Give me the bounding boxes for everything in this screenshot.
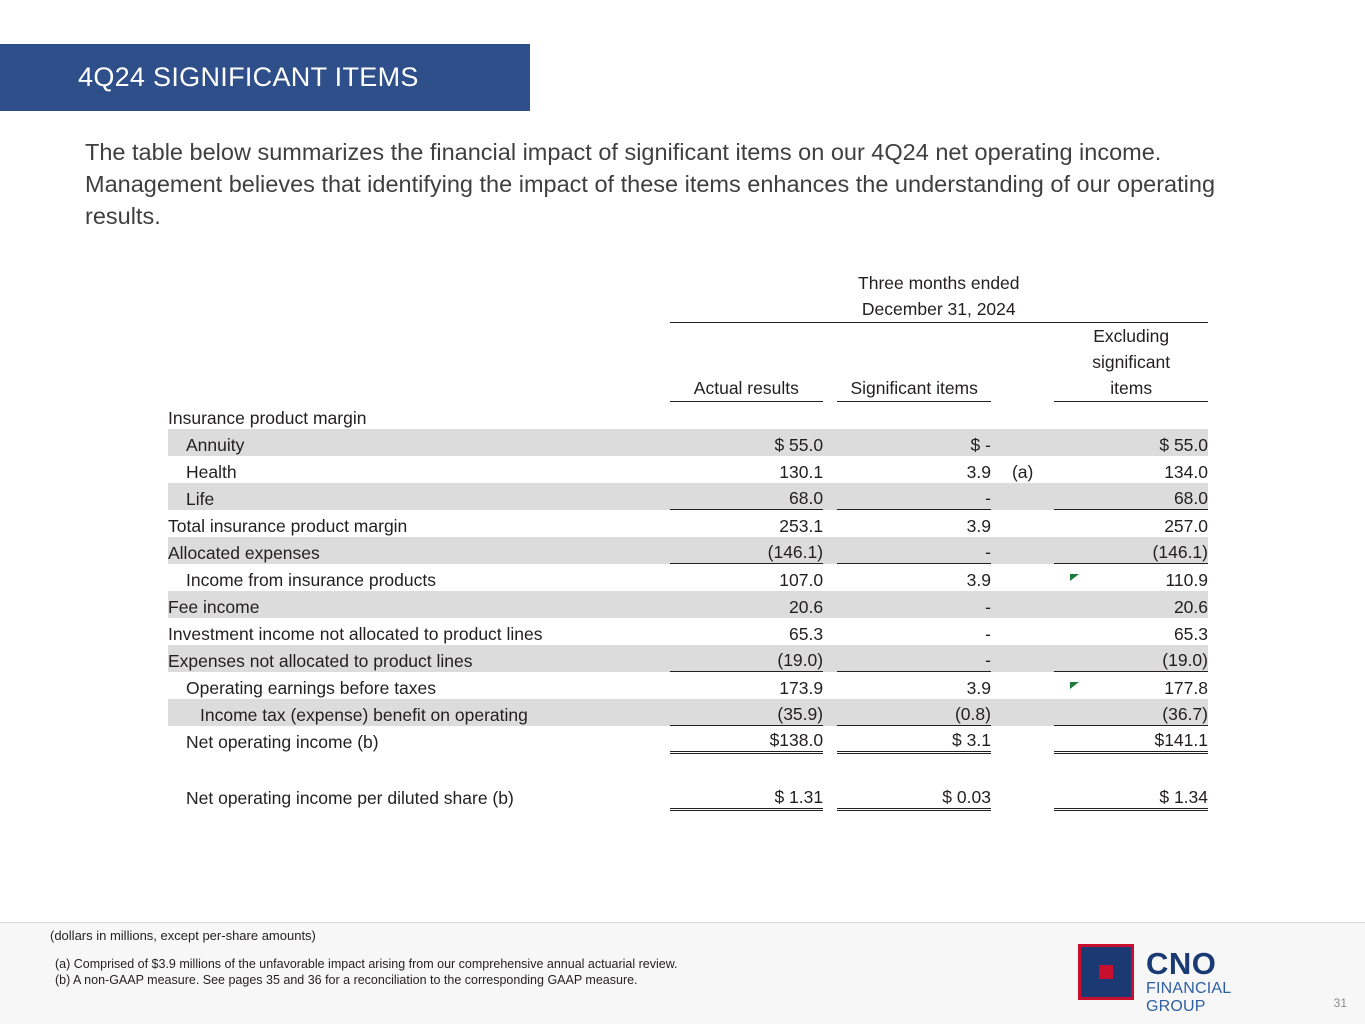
row-excluding: 177.8 xyxy=(1164,677,1208,698)
col-excluding-line1: Excluding xyxy=(1093,326,1170,346)
page-number: 31 xyxy=(1333,996,1347,1010)
table-row xyxy=(168,591,1208,618)
row-actual: $ 55.0 xyxy=(670,429,824,456)
row-footnote: (a) xyxy=(1011,461,1034,482)
row-significant: - xyxy=(837,483,991,510)
subtotal-marker-icon xyxy=(1070,574,1079,581)
row-footnote xyxy=(991,510,1054,537)
row-excluding: 257.0 xyxy=(1164,515,1208,536)
row-footnote xyxy=(991,645,1054,672)
table-row xyxy=(168,699,1208,726)
table-spacer-row xyxy=(168,753,1208,783)
row-footnote xyxy=(991,672,1054,699)
row-significant: $ 3.1 xyxy=(837,726,991,753)
col-significant-items: Significant items xyxy=(837,375,991,402)
row-label: Fee income xyxy=(168,591,670,618)
row-label: Allocated expenses xyxy=(168,537,670,564)
row-significant: $ 0.03 xyxy=(837,782,991,809)
row-label: Net operating income per diluted share (b) xyxy=(186,788,514,808)
period-line-2: December 31, 2024 xyxy=(670,296,1208,323)
row-footnote xyxy=(991,591,1054,618)
row-footnote xyxy=(991,537,1054,564)
row-significant: 3.9 xyxy=(966,515,991,536)
footnote-b: (b) A non-GAAP measure. See pages 35 and 36 for a reconciliation to the corresponding GAAP measure. xyxy=(55,973,638,987)
period-line-1: Three months ended xyxy=(858,273,1020,293)
row-label: Income tax (expense) benefit on operating xyxy=(168,699,670,726)
row-significant: - xyxy=(837,591,991,618)
row-excluding xyxy=(1054,402,1208,429)
row-footnote xyxy=(991,618,1054,645)
row-significant: $ - xyxy=(837,429,991,456)
row-excluding: (19.0) xyxy=(1054,645,1208,672)
col-excluding-line2: significant xyxy=(1092,352,1171,372)
row-excluding: 68.0 xyxy=(1054,483,1208,510)
units-note: (dollars in millions, except per-share amounts) xyxy=(50,928,316,943)
row-significant: - xyxy=(985,623,991,644)
table-header-excluding-2 xyxy=(168,349,1208,375)
row-significant: 3.9 xyxy=(966,461,991,482)
row-excluding: 110.9 xyxy=(1165,569,1208,590)
row-label: Income from insurance products xyxy=(186,569,436,590)
row-actual: 107.0 xyxy=(779,569,824,590)
row-actual: (35.9) xyxy=(670,699,824,726)
row-actual xyxy=(670,402,824,429)
row-footnote xyxy=(991,699,1054,726)
row-excluding: 65.3 xyxy=(1173,623,1208,644)
cno-logo-mark-icon xyxy=(1078,944,1134,1000)
row-label: Investment income not allocated to product lines xyxy=(168,623,543,644)
cno-logo-name: CNO xyxy=(1146,946,1217,981)
table-row xyxy=(168,456,1208,483)
row-excluding: $ 1.34 xyxy=(1054,782,1208,809)
row-actual: 130.1 xyxy=(779,461,824,482)
table-row xyxy=(168,726,1208,753)
table-row xyxy=(168,645,1208,672)
row-actual: 65.3 xyxy=(789,623,824,644)
row-significant: - xyxy=(837,537,991,564)
row-label: Expenses not allocated to product lines xyxy=(168,645,670,672)
footnote-a: (a) Comprised of $3.9 millions of the unfavorable impact arising from our comprehensive annual actuarial review. xyxy=(55,957,678,971)
row-excluding: (36.7) xyxy=(1054,699,1208,726)
row-significant: 3.9 xyxy=(966,677,991,698)
table-row xyxy=(168,510,1208,537)
row-footnote xyxy=(991,726,1054,753)
table-row xyxy=(168,782,1208,809)
col-actual-results: Actual results xyxy=(670,375,824,402)
row-significant xyxy=(837,402,991,429)
slide-title-container xyxy=(62,44,530,111)
col-excluding-line3: items xyxy=(1054,375,1208,402)
table-row xyxy=(168,672,1208,699)
cno-logo-tagline: FINANCIAL GROUP xyxy=(1146,980,1231,1015)
row-excluding: $141.1 xyxy=(1054,726,1208,753)
row-actual: 173.9 xyxy=(779,677,824,698)
intro-paragraph: The table below summarizes the financial impact of significant items on our 4Q24 net operating income. Management believes that identifying the impact of these items enhances the understanding of our operating results. xyxy=(85,139,1216,229)
table-header-columns xyxy=(168,375,1208,402)
row-label: Annuity xyxy=(168,429,670,456)
row-actual: 68.0 xyxy=(670,483,824,510)
page-title: 4Q24 SIGNIFICANT ITEMS xyxy=(78,62,419,92)
row-label: Insurance product margin xyxy=(168,407,367,428)
row-actual: 20.6 xyxy=(670,591,824,618)
table-header-period xyxy=(168,270,1208,296)
row-label: Health xyxy=(186,461,237,482)
row-footnote xyxy=(991,782,1054,809)
row-significant: 3.9 xyxy=(966,569,991,590)
row-excluding: 134.0 xyxy=(1164,461,1208,482)
table-row xyxy=(168,618,1208,645)
row-label: Net operating income (b) xyxy=(186,731,379,752)
table-row xyxy=(168,402,1208,429)
row-footnote xyxy=(991,483,1054,510)
row-excluding: 20.6 xyxy=(1054,591,1208,618)
row-significant: (0.8) xyxy=(837,699,991,726)
row-label: Life xyxy=(168,483,670,510)
subtotal-marker-icon xyxy=(1070,682,1079,689)
table-header-excluding-1 xyxy=(168,323,1208,350)
row-footnote xyxy=(991,402,1054,429)
row-label: Operating earnings before taxes xyxy=(186,677,437,698)
row-excluding: $ 55.0 xyxy=(1054,429,1208,456)
row-actual: 253.1 xyxy=(779,515,824,536)
row-excluding: (146.1) xyxy=(1054,537,1208,564)
row-actual: $138.0 xyxy=(670,726,824,753)
cno-logo xyxy=(1078,944,1288,1015)
row-footnote xyxy=(991,564,1054,591)
table-row xyxy=(168,483,1208,510)
significant-items-table xyxy=(168,270,1208,811)
row-footnote xyxy=(991,429,1054,456)
row-actual: $ 1.31 xyxy=(670,782,824,809)
table-row xyxy=(168,537,1208,564)
row-actual: (146.1) xyxy=(670,537,824,564)
table-row xyxy=(168,429,1208,456)
row-label: Total insurance product margin xyxy=(168,515,408,536)
table-row xyxy=(168,564,1208,591)
row-significant: - xyxy=(837,645,991,672)
table-header-period-2 xyxy=(168,296,1208,323)
cno-logo-square-icon xyxy=(1099,965,1113,979)
row-actual: (19.0) xyxy=(670,645,824,672)
